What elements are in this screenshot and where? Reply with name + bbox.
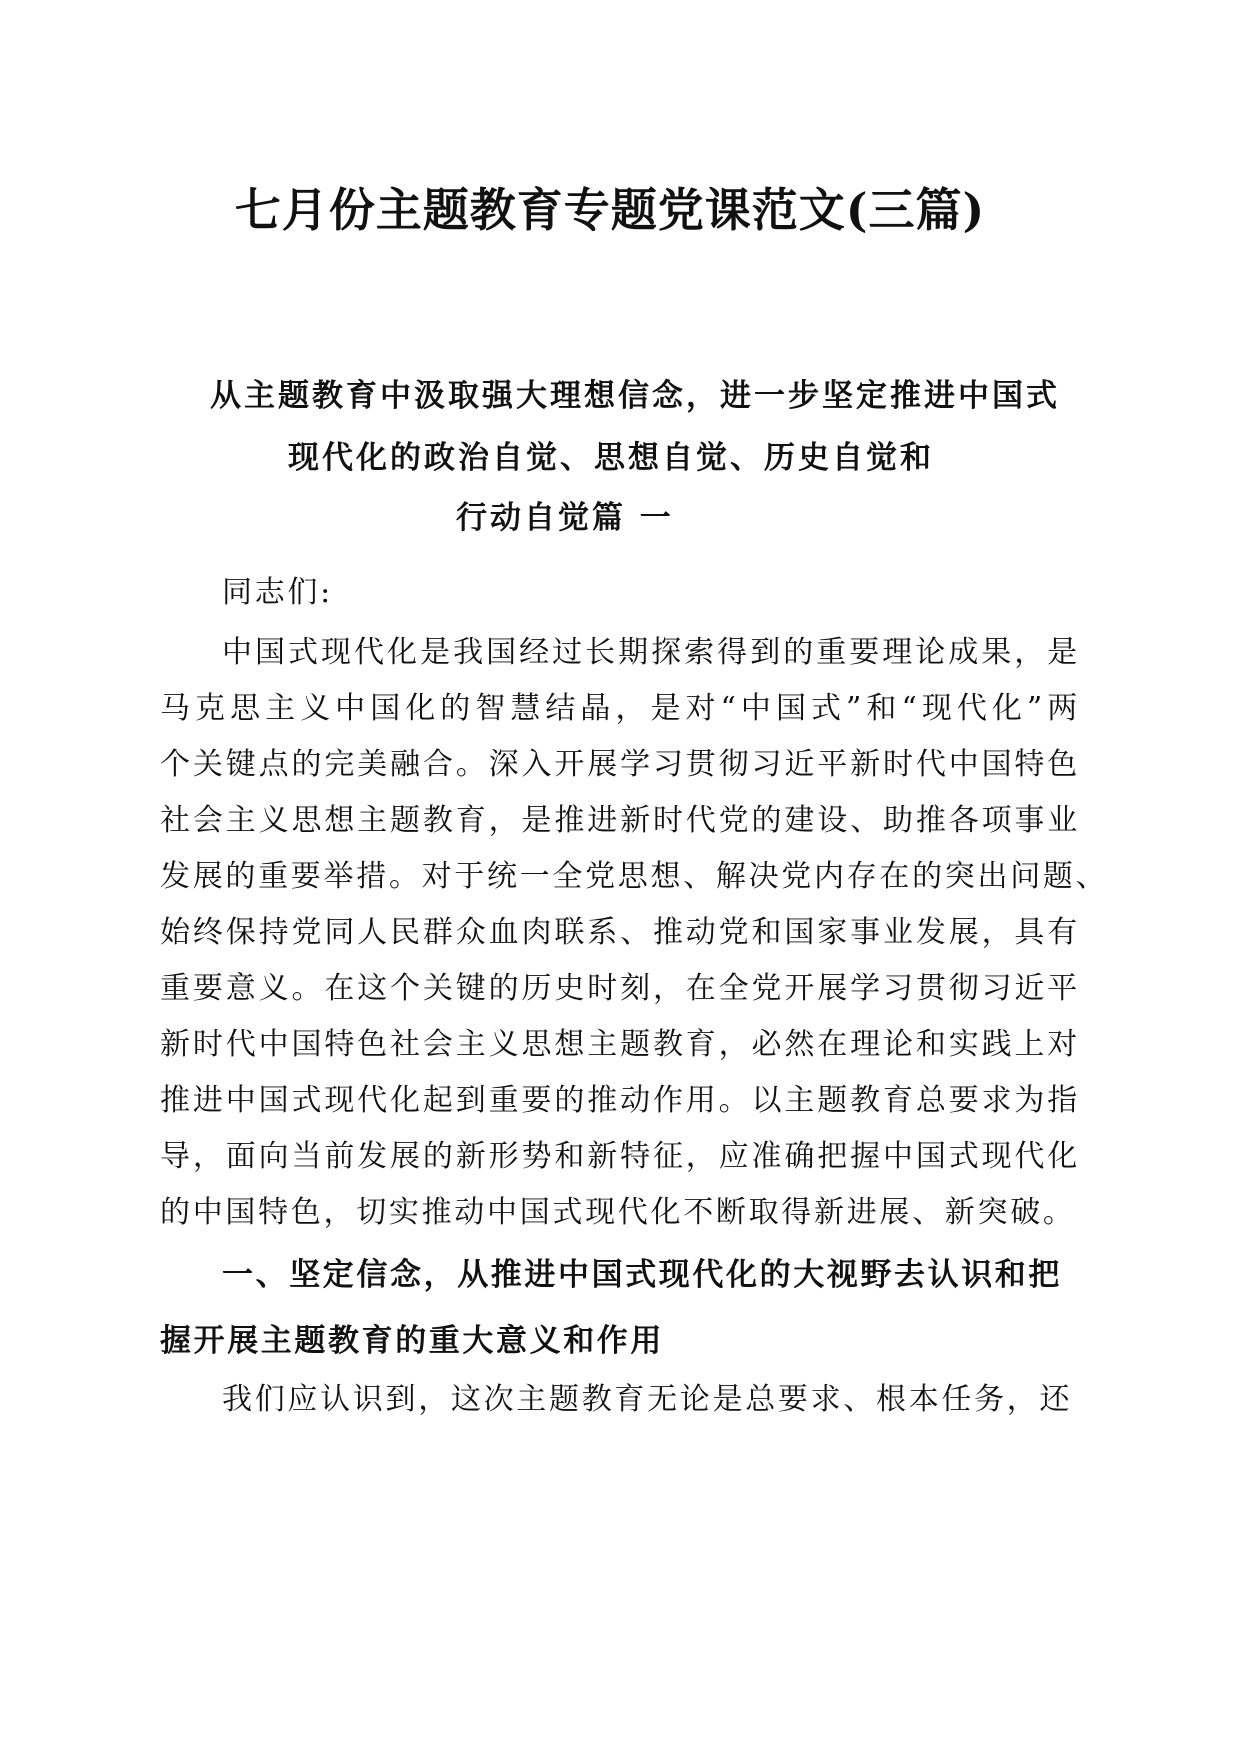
document-title: 七月份主题教育专题党课范文(三篇) <box>234 183 986 237</box>
salutation: 同志们: <box>222 575 333 610</box>
paragraph-1 <box>160 625 1109 1241</box>
subheading-line-1: 从主题教育中汲取强大理想信念，进一步坚定推进中国式 <box>210 378 1060 414</box>
section-heading-line: 握开展主题教育的重大意义和作用 <box>160 1323 664 1359</box>
subheading-line-2: 现代化的政治自觉、思想自觉、历史自觉和 <box>288 440 934 476</box>
paragraph-line: 个关键点的完美融合。深入开展学习贯彻习近平新时代中国特色 <box>160 747 1080 782</box>
section-heading-line: 一、坚定信念，从推进中国式现代化的大视野去认识和把 <box>222 1257 1062 1293</box>
paragraph-line: 始终保持党同人民群众血肉联系、推动党和国家事业发展，具有 <box>160 915 1080 950</box>
paragraph-2 <box>160 1372 1080 1428</box>
subheading-line-3: 行动自觉篇 一 <box>456 500 674 536</box>
paragraph-line: 社会主义思想主题教育，是推进新时代党的建设、助推各项事业 <box>160 803 1080 838</box>
paragraph-line: 我们应认识到，这次主题教育无论是总要求、根本任务，还 <box>222 1382 1073 1417</box>
paragraph-line: 重要意义。在这个关键的历史时刻，在全党开展学习贯彻习近平 <box>160 971 1080 1006</box>
paragraph-line: 导，面向当前发展的新形势和新特征，应准确把握中国式现代化 <box>160 1139 1080 1174</box>
paragraph-line: 马克思主义中国化的智慧结晶，是对“中国式”和“现代化”两 <box>160 691 1080 726</box>
paragraph-line: 中国式现代化是我国经过长期探索得到的重要理论成果，是 <box>222 635 1080 670</box>
paragraph-line: 发展的重要举措。对于统一全党思想、解决党内存在的突出问题、 <box>160 859 1109 894</box>
section-heading-1 <box>160 1242 1080 1374</box>
paragraph-line: 推进中国式现代化起到重要的推动作用。以主题教育总要求为指 <box>160 1083 1080 1118</box>
paragraph-line: 新时代中国特色社会主义思想主题教育，必然在理论和实践上对 <box>160 1027 1080 1062</box>
paragraph-line: 的中国特色，切实推动中国式现代化不断取得新进展、新突破。 <box>160 1195 1076 1230</box>
